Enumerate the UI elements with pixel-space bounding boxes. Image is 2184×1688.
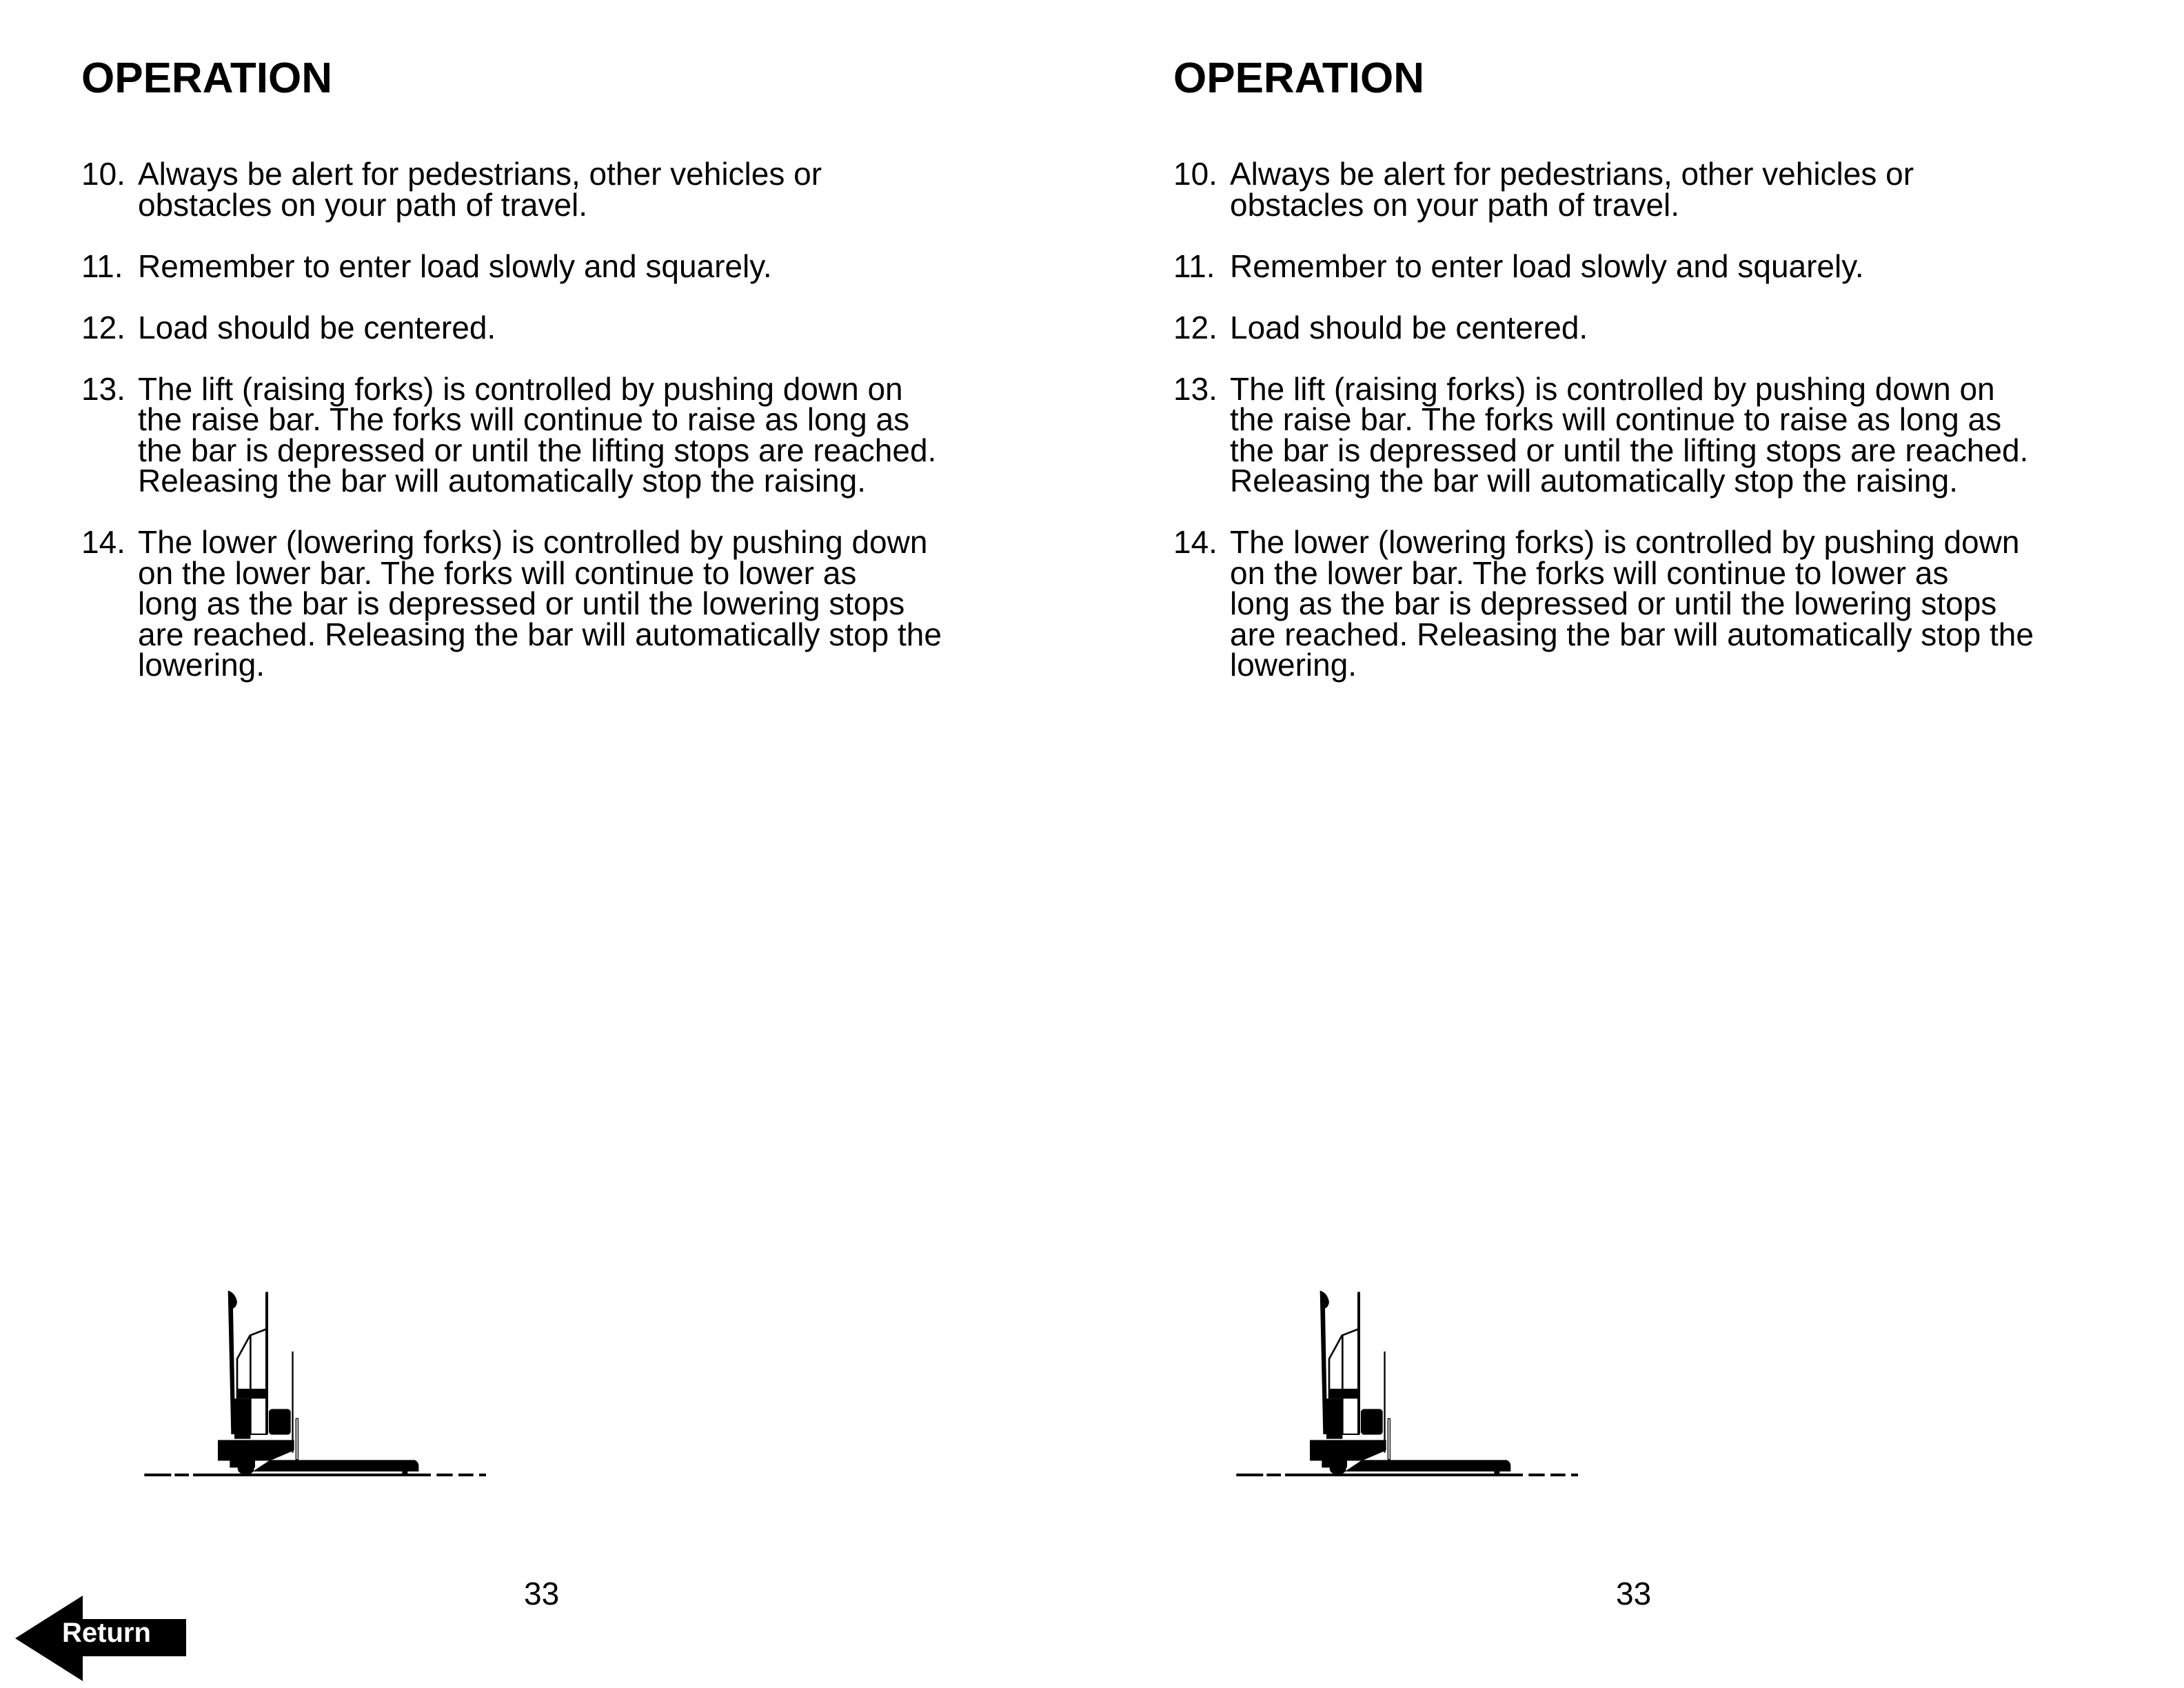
return-button[interactable] xyxy=(12,1593,188,1684)
list-item xyxy=(81,524,1046,683)
item-text: Load should be centered. xyxy=(138,309,496,345)
list-item xyxy=(1173,248,2138,284)
item-number: 13. xyxy=(81,370,125,407)
page-number: 33 xyxy=(1616,1576,1652,1611)
right-page xyxy=(1092,0,2184,1688)
item-number: 10. xyxy=(1173,156,1217,192)
item-text: The lift (raising forks) is controlled by pushing down on the raise bar. The forks will continue to raise as long as the bar is depressed or until the lifting stops are reached. Releasing the bar will automatically stop the raising. xyxy=(1230,370,2029,499)
item-number: 11. xyxy=(81,248,123,284)
list-item xyxy=(1173,370,2138,499)
page-title: OPERATION xyxy=(81,54,332,102)
list-item xyxy=(1173,309,2138,345)
list-item xyxy=(1173,156,2138,223)
item-number: 12. xyxy=(81,309,125,345)
item-number: 10. xyxy=(81,156,125,192)
item-number: 14. xyxy=(81,524,125,560)
item-text: The lift (raising forks) is controlled by pushing down on the raise bar. The forks will continue to raise as long as the bar is depressed or until the lifting stops are reached. Releasing the bar will automatically stop the raising. xyxy=(138,370,937,499)
item-text: The lower (lowering forks) is controlled by pushing down on the lower bar. The forks will continue to lower as long as the bar is depressed or until the lowering stops are reached. Releasing the bar will automatically stop the lowering. xyxy=(1230,524,2034,683)
item-number: 13. xyxy=(1173,370,1217,407)
item-number: 12. xyxy=(1173,309,1217,345)
page-title: OPERATION xyxy=(1173,54,1424,102)
instruction-list xyxy=(1173,156,2138,711)
page-number: 33 xyxy=(524,1576,560,1611)
list-item xyxy=(81,156,1046,223)
instruction-list xyxy=(81,156,1046,711)
list-item xyxy=(81,370,1046,499)
item-number: 11. xyxy=(1173,248,1215,284)
list-item xyxy=(81,309,1046,345)
item-text: Remember to enter load slowly and squarely. xyxy=(138,248,772,284)
item-text: Always be alert for pedestrians, other vehicles or obstacles on your path of travel. xyxy=(138,156,822,223)
item-text: Load should be centered. xyxy=(1230,309,1588,345)
item-text: The lower (lowering forks) is controlled by pushing down on the lower bar. The forks will continue to lower as long as the bar is depressed or until the lowering stops are reached. Releasing the bar will automatically stop the lowering. xyxy=(138,524,942,683)
return-label: Return xyxy=(62,1618,151,1648)
item-text: Always be alert for pedestrians, other vehicles or obstacles on your path of travel. xyxy=(1230,156,1914,223)
item-text: Remember to enter load slowly and squarely. xyxy=(1230,248,1864,284)
item-number: 14. xyxy=(1173,524,1217,560)
list-item xyxy=(1173,524,2138,683)
list-item xyxy=(81,248,1046,284)
